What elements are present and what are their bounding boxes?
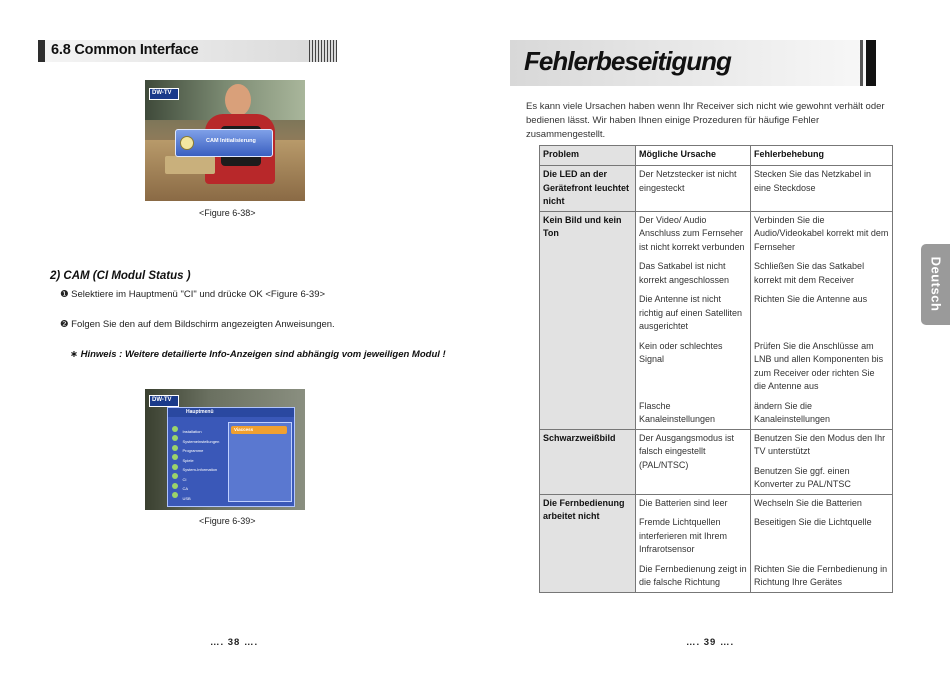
cause-item: Der Video/ Audio Anschluss zum Fernseher ist nicht korrekt verbunden — [639, 214, 745, 252]
info-icon — [180, 136, 194, 150]
step-1 — [60, 289, 325, 300]
fix-item: Richten Sie die Antenne aus — [754, 294, 868, 304]
menu-title: Hauptmenü — [186, 409, 214, 415]
step-marker: ❷ — [60, 319, 69, 330]
note: ∗ Hinweis : Weitere detailierte Info-Anzeigen sind abhängig vom jeweiligen Modul ! — [70, 349, 446, 360]
figure-6-39-caption: <Figure 6-39> — [199, 516, 256, 526]
page-title: Fehlerbeseitigung — [524, 46, 731, 76]
cause-cell — [636, 494, 751, 592]
step-marker: ❶ — [60, 289, 69, 300]
problem-cell: Schwarzweißbild — [540, 429, 636, 494]
page-number-left: …. 38 …. — [210, 637, 259, 648]
cause-item: Der Ausgangsmodus ist falsch eingestellt (PAL/NTSC) — [639, 432, 735, 470]
cam-init-popup — [175, 129, 273, 157]
step-2 — [60, 319, 335, 330]
main-menu-panel — [167, 407, 295, 507]
fix-item: Prüfen Sie die Anschlüsse am LNB und allen Komponenten bis zum Receiver oder richten Sie die Antenne aus — [754, 340, 884, 391]
cause-item: Der Netzstecker ist nicht eingesteckt — [639, 169, 737, 193]
fix-item: Benutzen Sie den Modus den Ihr TV unterstützt — [754, 432, 886, 456]
fix-item: Wechseln Sie die Batterien — [754, 497, 862, 508]
cause-item: Das Satkabel ist nicht korrekt angeschlossen — [639, 261, 730, 285]
cause-item: Die Batterien sind leer — [639, 497, 728, 508]
subheading: 2) CAM (CI Modul Status ) — [50, 270, 191, 282]
header-cause: Mögliche Ursache — [636, 146, 751, 166]
fix-item: ändern Sie die Kanaleinstellungen — [754, 400, 831, 424]
menu-item: System-Information — [172, 458, 226, 468]
cause-cell — [636, 211, 751, 429]
menu-item: Installation — [172, 420, 226, 430]
figure-6-38-photo — [145, 80, 305, 201]
fix-cell — [751, 429, 893, 494]
header-stripes — [309, 40, 337, 62]
cause-cell — [636, 166, 751, 212]
menu-item: Programme — [172, 439, 226, 449]
fix-item: Schließen Sie das Satkabel korrekt mit dem Receiver — [754, 261, 865, 285]
step-text: Selektiere im Hauptmenü "CI" und drücke OK <Figure 6-39> — [71, 289, 326, 300]
table-row — [540, 494, 893, 592]
menu-item: Spiele — [172, 449, 226, 459]
cause-item: Kein oder schlechtes Signal — [639, 340, 723, 364]
cause-item: Flasche Kanaleinstellungen — [639, 400, 716, 424]
language-tab — [921, 244, 950, 325]
fix-item: Beseitigen Sie die Lichtquelle — [754, 517, 872, 527]
fix-cell — [751, 211, 893, 429]
figure-6-39-photo — [145, 389, 305, 510]
submenu-panel — [228, 422, 292, 502]
title-bar-accent — [860, 40, 863, 86]
fix-item: Verbinden Sie die Audio/Videokabel korrekt mit dem Fernseher — [754, 214, 889, 252]
figure-6-38-caption: <Figure 6-38> — [199, 208, 256, 218]
fix-item: Stecken Sie das Netzkabel in eine Steckdose — [754, 169, 872, 193]
problem-cell: Die Fernbedienung arbeitet nicht — [540, 494, 636, 592]
title-bar — [510, 40, 876, 86]
language-tab-label: Deutsch — [928, 256, 944, 312]
submenu-item: Viaccess — [234, 427, 254, 432]
title-bar-cap — [866, 40, 876, 86]
header-problem: Problem — [540, 146, 636, 166]
table-row — [540, 211, 893, 429]
section-header — [38, 40, 337, 62]
table-header-row — [540, 146, 893, 166]
step-text: Folgen Sie den auf dem Bildschirm angezeigten Anweisungen. — [71, 319, 335, 330]
problem-cell: Kein Bild und kein Ton — [540, 211, 636, 429]
fix-cell — [751, 166, 893, 212]
cause-item: Fremde Lichtquellen interferieren mit Ihrem Infrarotsensor — [639, 517, 728, 554]
section-title: 6.8 Common Interface — [51, 42, 199, 58]
osd-logo: DW-TV — [152, 90, 172, 96]
cause-item: Die Antenne ist nicht richtig auf einen Satelliten ausgerichtet — [639, 294, 743, 331]
problem-cell: Die LED an der Gerätefront leuchtet nicht — [540, 166, 636, 212]
table-row — [540, 166, 893, 212]
cause-cell — [636, 429, 751, 494]
osd-popup-text: CAM Initialisierung — [206, 138, 256, 144]
menu-item: Systemeinstellungen — [172, 430, 226, 440]
cause-item: Die Fernbedienung zeigt in die falsche Richtung — [639, 563, 747, 587]
page-number-right: …. 39 …. — [686, 637, 735, 648]
fix-cell — [751, 494, 893, 592]
menu-item: USB — [172, 487, 226, 497]
menu-item: CI — [172, 468, 226, 478]
header-fix: Fehlerbehebung — [751, 146, 893, 166]
osd-logo: DW-TV — [152, 397, 172, 403]
troubleshooting-table — [539, 145, 893, 593]
menu-item: CA — [172, 477, 226, 487]
fix-item: Richten Sie die Fernbedienung in Richtung Ihre Gerätes — [754, 563, 888, 587]
intro-text: Es kann viele Ursachen haben wenn Ihr Receiver sich nicht wie gewohnt verhält oder bedienen lässt. Wir haben Ihnen einige Prozeduren für häufige Fehler zusammengestellt. — [526, 101, 885, 140]
fix-item: Benutzen Sie ggf. einen Konverter zu PAL/NTSC — [754, 465, 851, 489]
table-row — [540, 429, 893, 494]
